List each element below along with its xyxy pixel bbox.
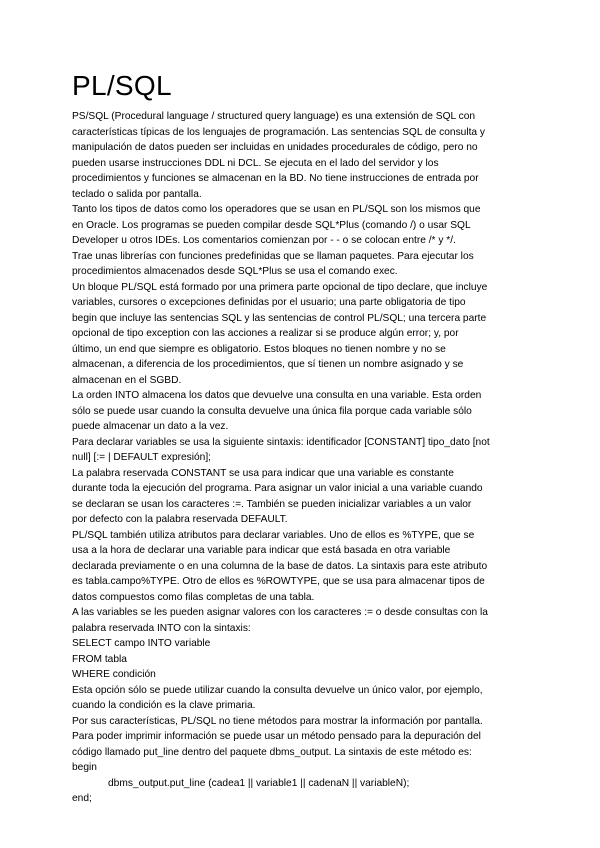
paragraph-attributes: PL/SQL también utiliza atributos para declarar variables. Uno de ellos es %TYPE, que se usa a la hora de declarar una variable para indicar que está basada en otra variable declarada previamente o en una columna de la base de datos. La sintaxis para este atributo es tabla.campo%TYPE. Otro de ellos es %ROWTYPE, que se usa para almacenar tipos de datos compuestos como filas completas de una tabla. bbox=[72, 529, 488, 603]
paragraph-intro: PS/SQL (Procedural language / structured query language) es una extensión de SQL con características típicas de los lenguajes de programación. Las sentencias SQL de consulta y manipulación de datos pueden ser incluidas en unidades procedurales de código, pero no pueden usarse instrucciones DDL ni DCL. Se ejecuta en el lado del servidor y los procedimientos y funciones se almacenan en la BD. No tiene instrucciones de entrada por teclado o salida por pantalla. bbox=[72, 111, 486, 200]
document-body bbox=[72, 109, 530, 807]
code-line-where: WHERE condición bbox=[72, 669, 156, 680]
paragraph-single-value: Esta opción sólo se puede utilizar cuando la consulta devuelve un único valor, por ejemplo, cuando la condición es la clave primaria. bbox=[72, 684, 483, 711]
page-title: PL/SQL bbox=[72, 70, 172, 101]
code-line-end: end; bbox=[72, 793, 92, 804]
paragraph-into: La orden INTO almacena los datos que devuelve una consulta en una variable. Esta orden sólo se puede usar cuando la consulta devuelve una única fila porque cada variable sólo puede almacenar un dato a la vez. bbox=[72, 390, 482, 432]
code-line-begin: begin bbox=[72, 762, 97, 773]
code-line-select: SELECT campo INTO variable bbox=[72, 638, 211, 649]
code-line-from: FROM tabla bbox=[72, 653, 127, 665]
paragraph-block-structure: Un bloque PL/SQL está formado por una primera parte opcional de tipo declare, que incluye variables, cursores o excepciones definidas por el usuario; una parte obligatoria de tipo begin que incluye las sentencias SQL y las sentencias de control PL/SQL; una tercera parte opcional de tipo exception con las acciones a realizar si se produce algún error; y, por último, un end que siempre es obligatorio. Estos bloques no tienen nombre y no se almacenan, a diferencia de los procedimientos, que sí tienen un nombre asignado y se almacenan en el SGBD. bbox=[72, 281, 488, 386]
paragraph-constant: La palabra reservada CONSTANT se usa para indicar que una variable es constante durante toda la ejecución del programa. Para asignar un valor inicial a una variable cuando se declaran se usan los caracteres :=. También se pueden inicializar variables a un valor por defecto con la palabra reservada DEFAULT. bbox=[72, 467, 483, 525]
paragraph-assignment: A las variables se les pueden asignar valores con los caracteres := o desde consultas con la palabra reservada INTO con la sintaxis: bbox=[72, 607, 488, 634]
code-line-put-line: dbms_output.put_line (cadea1 || variable1 || cadenaN || variableN); bbox=[108, 777, 410, 789]
paragraph-declare-syntax: Para declarar variables se usa la siguiente sintaxis: identificador [CONSTANT] tipo_dato [not null] [:= | DEFAULT expresión]; bbox=[72, 436, 490, 463]
paragraph-put-line: Para poder imprimir información se puede usar un método pensado para la depuración del código llamado put_line dentro del paquete dbms_output. La sintaxis de este método es: bbox=[72, 731, 481, 758]
paragraph-no-output-methods: Por sus características, PL/SQL no tiene métodos para mostrar la información por pantalla. bbox=[72, 715, 483, 727]
paragraph-types-operators: Tanto los tipos de datos como los operadores que se usan en PL/SQL son los mismos que en Oracle. Los programas se pueden compilar desde SQL*Plus (comando /) o usar SQL Developer u otros IDEs. Los comentarios comienzan por - - o se colocan entre /* y */. bbox=[72, 204, 481, 246]
paragraph-packages: Trae unas librerías con funciones predefinidas que se llaman paquetes. Para ejecutar los procedimientos almacenados desde SQL*Plus se usa el comando exec. bbox=[72, 250, 474, 277]
